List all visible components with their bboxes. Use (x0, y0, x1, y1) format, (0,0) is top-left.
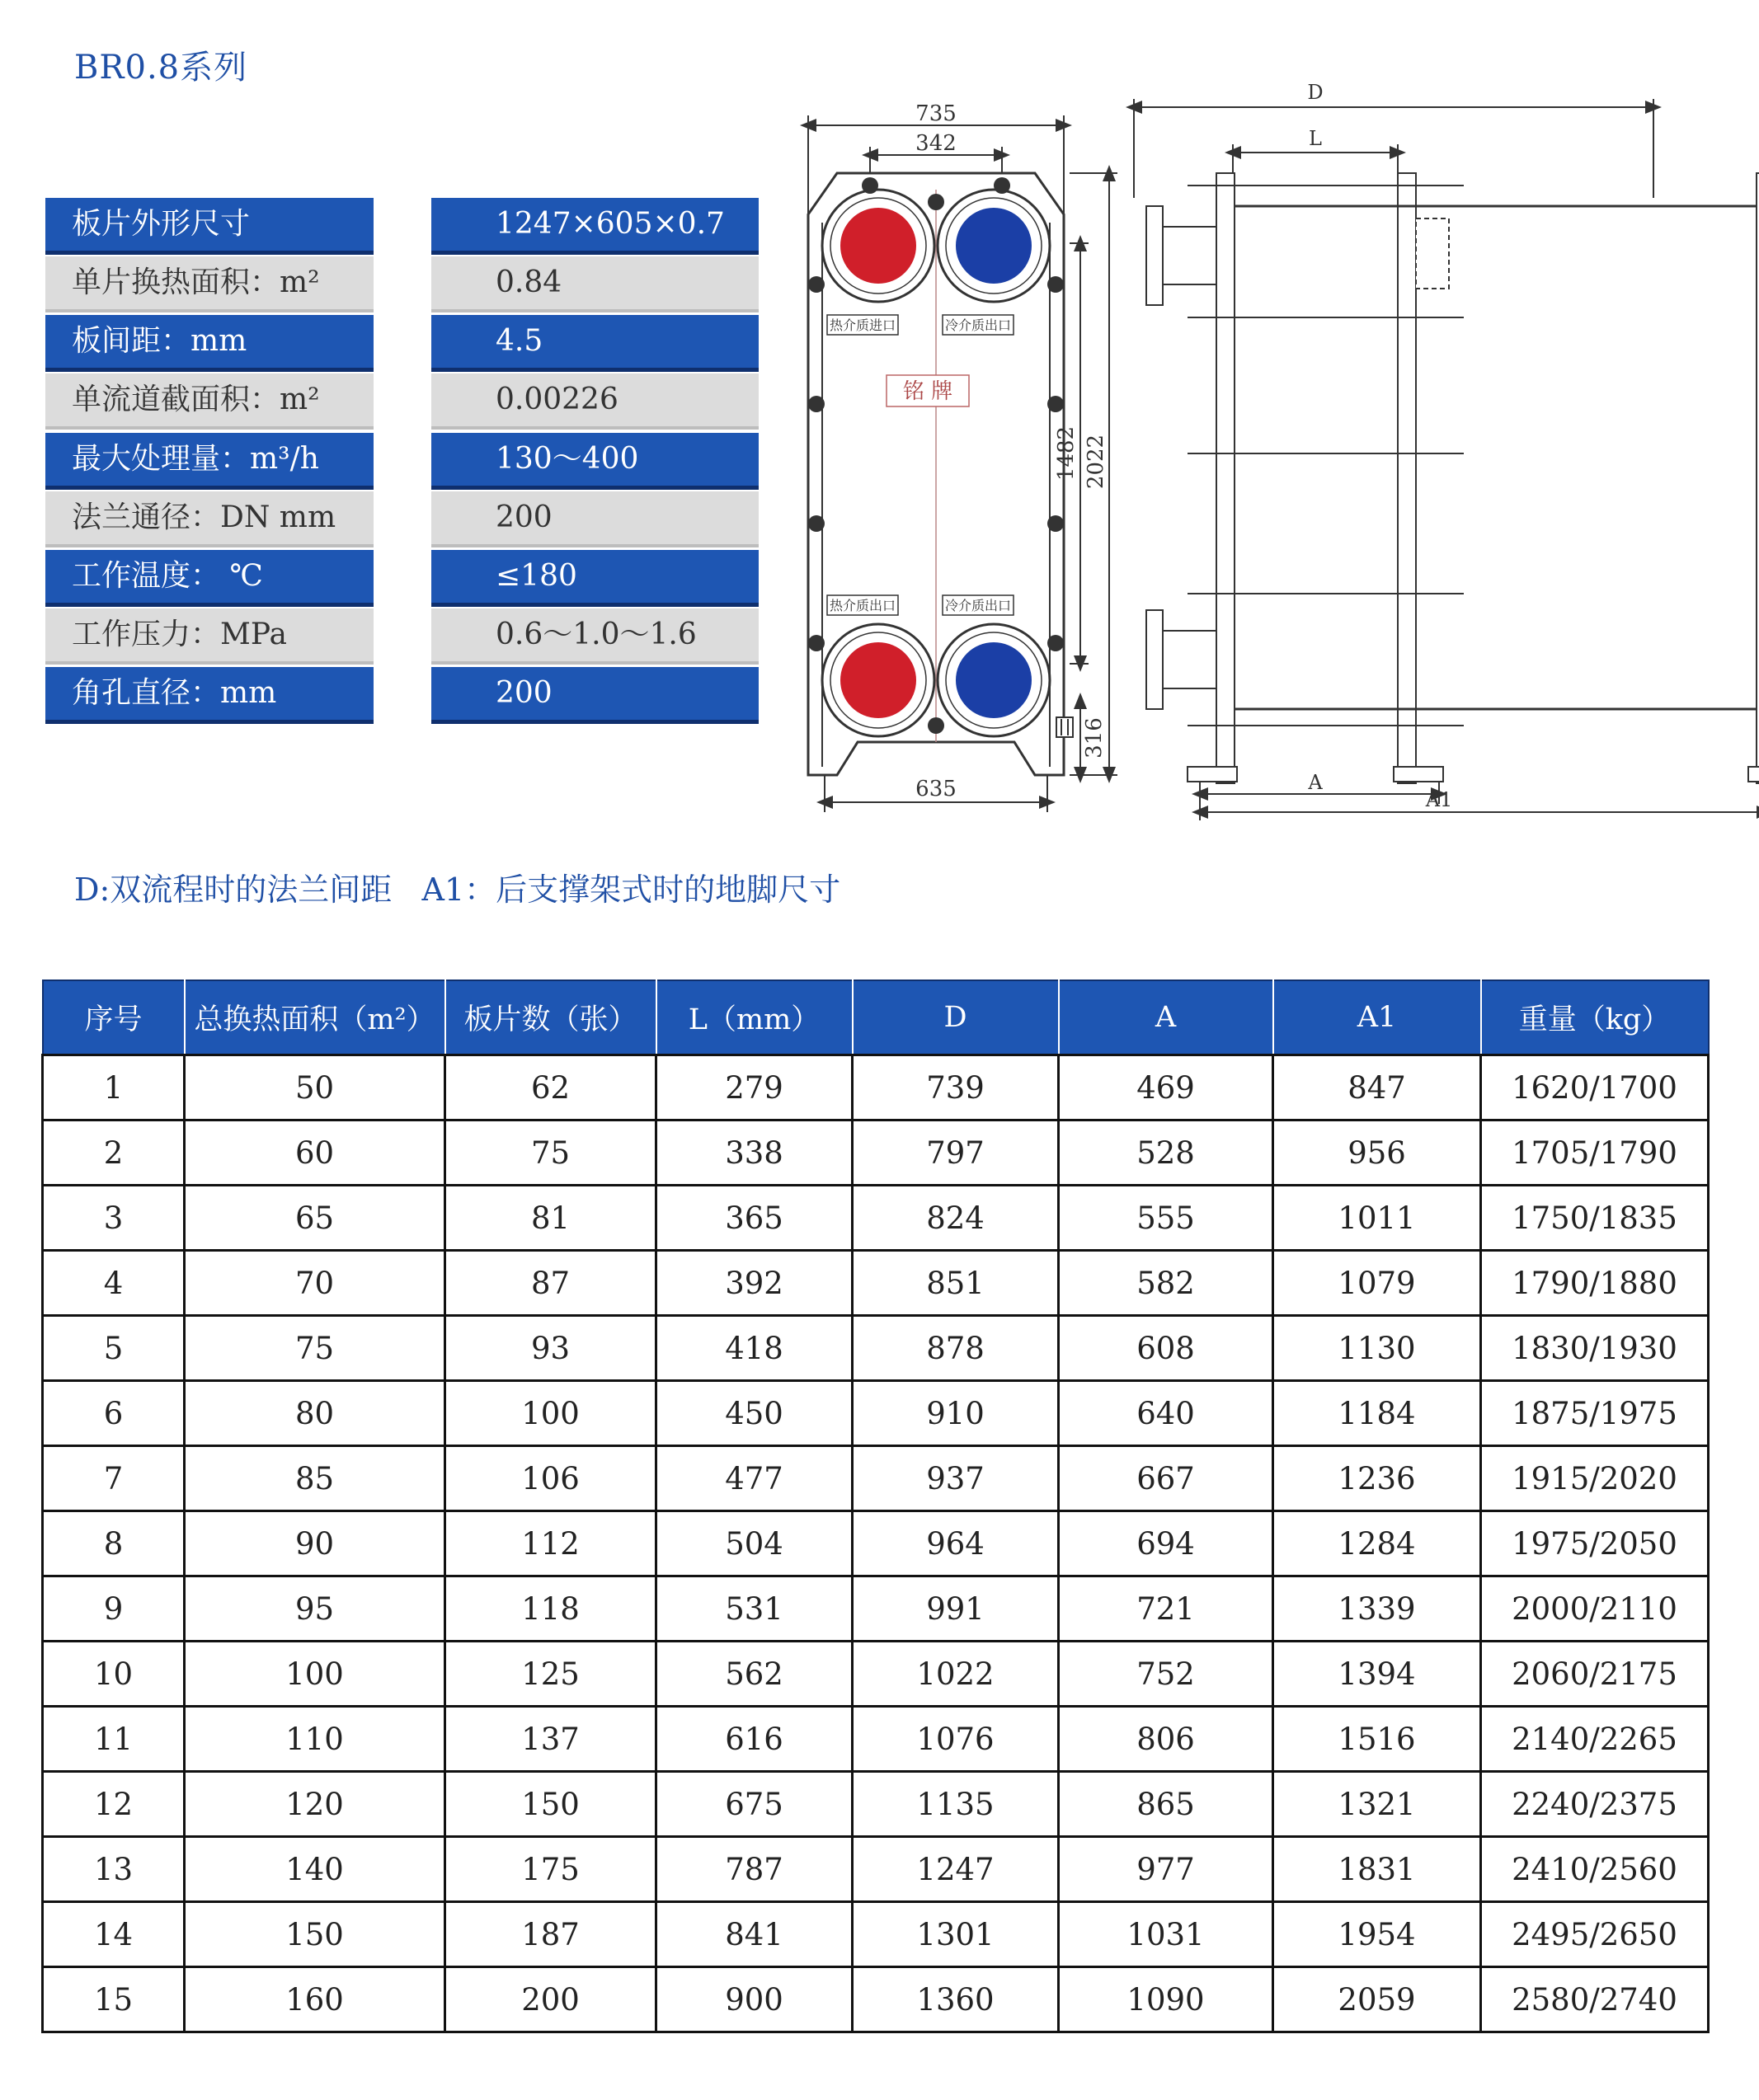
nameplate (887, 375, 969, 406)
table-cell: 991 (853, 1576, 1059, 1642)
table-cell: 2060/2175 (1481, 1642, 1709, 1707)
spec-label: 单流道截面积：m² (45, 373, 374, 426)
table-cell: 93 (445, 1316, 656, 1381)
table-cell: 90 (185, 1511, 445, 1576)
table-cell: 1236 (1273, 1446, 1481, 1511)
table-cell: 100 (185, 1642, 445, 1707)
spec-value: 4.5 (431, 315, 759, 368)
dim-342: 342 (915, 131, 957, 156)
table-cell: 2240/2375 (1481, 1772, 1709, 1837)
side-view (1134, 99, 1759, 820)
spec-value: ≤180 (431, 550, 759, 603)
table-row (43, 1967, 1709, 2032)
table-cell: 2 (43, 1120, 185, 1186)
table-cell: 1875/1975 (1481, 1381, 1709, 1446)
table-cell: 1394 (1273, 1642, 1481, 1707)
label-cold-out-bottom: 冷介质出口 (944, 598, 1012, 613)
table-cell: 469 (1059, 1055, 1273, 1120)
table-row (43, 1576, 1709, 1642)
table-cell: 562 (656, 1642, 853, 1707)
spec-label: 最大处理量：m³/h (45, 433, 374, 486)
table-cell: 1284 (1273, 1511, 1481, 1576)
table-cell: 2140/2265 (1481, 1707, 1709, 1772)
dim-L: L (1309, 127, 1322, 150)
spec-value: 0.6～1.0～1.6 (431, 608, 759, 661)
table-cell: 12 (43, 1772, 185, 1837)
spec-label: 板间距：mm (45, 315, 374, 368)
table-cell: 1790/1880 (1481, 1251, 1709, 1316)
table-cell: 1076 (853, 1707, 1059, 1772)
spec-label: 法兰通径：DN mm (45, 491, 374, 544)
table-cell: 1090 (1059, 1967, 1273, 2032)
spec-row (45, 550, 759, 603)
table-row (43, 1642, 1709, 1707)
table-cell: 1079 (1273, 1251, 1481, 1316)
spec-label: 工作压力：MPa (45, 608, 374, 661)
table-cell: 9 (43, 1576, 185, 1642)
table-cell: 787 (656, 1837, 853, 1902)
table-cell: 100 (445, 1381, 656, 1446)
table-cell: 150 (185, 1902, 445, 1967)
side-dimensions (1307, 81, 1452, 811)
table-cell: 110 (185, 1707, 445, 1772)
spec-row (45, 315, 759, 368)
table-cell: 200 (445, 1967, 656, 2032)
spec-row (45, 198, 759, 251)
header-plates: 板片数（张） (445, 980, 656, 1055)
table-cell: 10 (43, 1642, 185, 1707)
page-title: BR0.8系列 (74, 49, 248, 87)
table-cell: 118 (445, 1576, 656, 1642)
spec-value: 0.84 (431, 256, 759, 309)
table-cell: 175 (445, 1837, 656, 1902)
table-cell: 667 (1059, 1446, 1273, 1511)
table-cell: 1 (43, 1055, 185, 1120)
table-cell: 70 (185, 1251, 445, 1316)
table-cell: 910 (853, 1381, 1059, 1446)
table-cell: 851 (853, 1251, 1059, 1316)
table-cell: 50 (185, 1055, 445, 1120)
table-cell: 338 (656, 1120, 853, 1186)
table-cell: 2410/2560 (1481, 1837, 1709, 1902)
table-cell: 75 (185, 1316, 445, 1381)
table-cell: 4 (43, 1251, 185, 1316)
table-cell: 1135 (853, 1772, 1059, 1837)
table-row (43, 1186, 1709, 1251)
spec-row (45, 491, 759, 544)
table-cell: 187 (445, 1902, 656, 1967)
table-cell: 1830/1930 (1481, 1316, 1709, 1381)
table-cell: 608 (1059, 1316, 1273, 1381)
table-cell: 1750/1835 (1481, 1186, 1709, 1251)
table-cell: 1011 (1273, 1186, 1481, 1251)
table-cell: 582 (1059, 1251, 1273, 1316)
table-cell: 1620/1700 (1481, 1055, 1709, 1120)
table-cell: 1339 (1273, 1576, 1481, 1642)
table-cell: 120 (185, 1772, 445, 1837)
spec-row (45, 373, 759, 426)
spec-value: 1247×605×0.7 (431, 198, 759, 251)
table-cell: 865 (1059, 1772, 1273, 1837)
header-index: 序号 (43, 980, 185, 1055)
table-cell: 3 (43, 1186, 185, 1251)
table-cell: 531 (656, 1576, 853, 1642)
table-cell: 956 (1273, 1120, 1481, 1186)
table-cell: 694 (1059, 1511, 1273, 1576)
table-cell: 112 (445, 1511, 656, 1576)
table-cell: 964 (853, 1511, 1059, 1576)
table-cell: 65 (185, 1186, 445, 1251)
spec-label: 角孔直径：mm (45, 667, 374, 720)
table-row (43, 1511, 1709, 1576)
exchanger-diagram (771, 66, 1759, 857)
table-cell: 806 (1059, 1707, 1273, 1772)
table-cell: 841 (656, 1902, 853, 1967)
table-cell: 11 (43, 1707, 185, 1772)
table-cell: 797 (853, 1120, 1059, 1186)
header-weight: 重量（kg） (1481, 980, 1709, 1055)
dim-A1: A1 (1425, 788, 1453, 811)
table-cell: 504 (656, 1511, 853, 1576)
table-cell: 1516 (1273, 1707, 1481, 1772)
header-D: D (853, 980, 1059, 1055)
table-cell: 365 (656, 1186, 853, 1251)
table-cell: 279 (656, 1055, 853, 1120)
table-cell: 95 (185, 1576, 445, 1642)
table-cell: 824 (853, 1186, 1059, 1251)
hot-inlet-port-top (822, 190, 934, 302)
table-cell: 150 (445, 1772, 656, 1837)
table-row (43, 1446, 1709, 1511)
table-row (43, 1707, 1709, 1772)
table-row (43, 1837, 1709, 1902)
table-cell: 80 (185, 1381, 445, 1446)
cold-outlet-port-bottom (938, 624, 1050, 736)
table-cell: 62 (445, 1055, 656, 1120)
spec-row (45, 608, 759, 661)
spec-label: 工作温度： ℃ (45, 550, 374, 603)
table-cell: 1022 (853, 1642, 1059, 1707)
table-cell: 721 (1059, 1576, 1273, 1642)
table-cell: 1130 (1273, 1316, 1481, 1381)
table-cell: 477 (656, 1446, 853, 1511)
table-cell: 125 (445, 1642, 656, 1707)
table-cell: 1321 (1273, 1772, 1481, 1837)
dim-2022: 2022 (1084, 434, 1108, 490)
table-row (43, 1316, 1709, 1381)
table-cell: 60 (185, 1120, 445, 1186)
spec-label: 板片外形尺寸 (45, 198, 374, 251)
table-cell: 7 (43, 1446, 185, 1511)
table-cell: 81 (445, 1186, 656, 1251)
table-cell: 106 (445, 1446, 656, 1511)
label-cold-out-top: 冷介质出口 (944, 317, 1012, 333)
dim-1482: 1482 (1054, 425, 1079, 482)
table-cell: 1705/1790 (1481, 1120, 1709, 1186)
table-cell: 85 (185, 1446, 445, 1511)
table-cell: 900 (656, 1967, 853, 2032)
table-cell: 75 (445, 1120, 656, 1186)
table-cell: 137 (445, 1707, 656, 1772)
header-L: L（mm） (656, 980, 853, 1055)
table-header-row (43, 980, 1709, 1055)
svg-text:铭 牌: 铭 牌 (902, 379, 953, 404)
table-cell: 1831 (1273, 1837, 1481, 1902)
dim-735: 735 (915, 101, 957, 126)
table-cell: 13 (43, 1837, 185, 1902)
table-cell: 2059 (1273, 1967, 1481, 2032)
table-cell: 6 (43, 1381, 185, 1446)
table-cell: 1915/2020 (1481, 1446, 1709, 1511)
spec-value: 200 (431, 667, 759, 720)
table-cell: 450 (656, 1381, 853, 1446)
header-area: 总换热面积（m²） (185, 980, 445, 1055)
table-row (43, 1772, 1709, 1837)
table-row (43, 1055, 1709, 1120)
table-row (43, 1120, 1709, 1186)
table-row (43, 1381, 1709, 1446)
table-cell: 140 (185, 1837, 445, 1902)
spec-row (45, 256, 759, 309)
spec-label: 单片换热面积：m² (45, 256, 374, 309)
table-cell: 847 (1273, 1055, 1481, 1120)
table-cell: 555 (1059, 1186, 1273, 1251)
model-table (41, 980, 1710, 2033)
cold-outlet-port-top (938, 190, 1050, 302)
hot-outlet-port-bottom (822, 624, 934, 736)
table-cell: 977 (1059, 1837, 1273, 1902)
table-cell: 1975/2050 (1481, 1511, 1709, 1576)
table-cell: 752 (1059, 1642, 1273, 1707)
table-cell: 1031 (1059, 1902, 1273, 1967)
table-cell: 392 (656, 1251, 853, 1316)
table-cell: 418 (656, 1316, 853, 1381)
header-A: A (1059, 980, 1273, 1055)
spec-value: 130～400 (431, 433, 759, 486)
table-cell: 640 (1059, 1381, 1273, 1446)
table-cell: 675 (656, 1772, 853, 1837)
spec-row (45, 433, 759, 486)
table-cell: 1360 (853, 1967, 1059, 2032)
table-cell: 87 (445, 1251, 656, 1316)
table-row (43, 1902, 1709, 1967)
spec-value: 0.00226 (431, 373, 759, 426)
table-cell: 14 (43, 1902, 185, 1967)
spec-row (45, 667, 759, 720)
table-cell: 1954 (1273, 1902, 1481, 1967)
label-hot-in: 热介质进口 (829, 317, 896, 333)
table-cell: 8 (43, 1511, 185, 1576)
dim-D: D (1307, 81, 1324, 104)
table-cell: 739 (853, 1055, 1059, 1120)
table-cell: 2580/2740 (1481, 1967, 1709, 2032)
table-cell: 878 (853, 1316, 1059, 1381)
header-A1: A1 (1273, 980, 1481, 1055)
table-cell: 15 (43, 1967, 185, 2032)
table-cell: 5 (43, 1316, 185, 1381)
spec-value: 200 (431, 491, 759, 544)
table-cell: 1247 (853, 1837, 1059, 1902)
dim-A: A (1308, 771, 1323, 794)
table-cell: 1184 (1273, 1381, 1481, 1446)
label-hot-out: 热介质出口 (829, 598, 896, 613)
dim-635: 635 (915, 777, 957, 801)
table-cell: 2000/2110 (1481, 1576, 1709, 1642)
table-cell: 160 (185, 1967, 445, 2032)
table-body (43, 1055, 1709, 2032)
table-row (43, 1251, 1709, 1316)
table-cell: 2495/2650 (1481, 1902, 1709, 1967)
dim-316: 316 (1082, 717, 1107, 759)
port-labels (827, 315, 1014, 615)
table-cell: 616 (656, 1707, 853, 1772)
table-cell: 937 (853, 1446, 1059, 1511)
footnote: D:双流程时的法兰间距 A1：后支撑架式时的地脚尺寸 (74, 871, 841, 908)
table-cell: 1301 (853, 1902, 1059, 1967)
table-cell: 528 (1059, 1120, 1273, 1186)
